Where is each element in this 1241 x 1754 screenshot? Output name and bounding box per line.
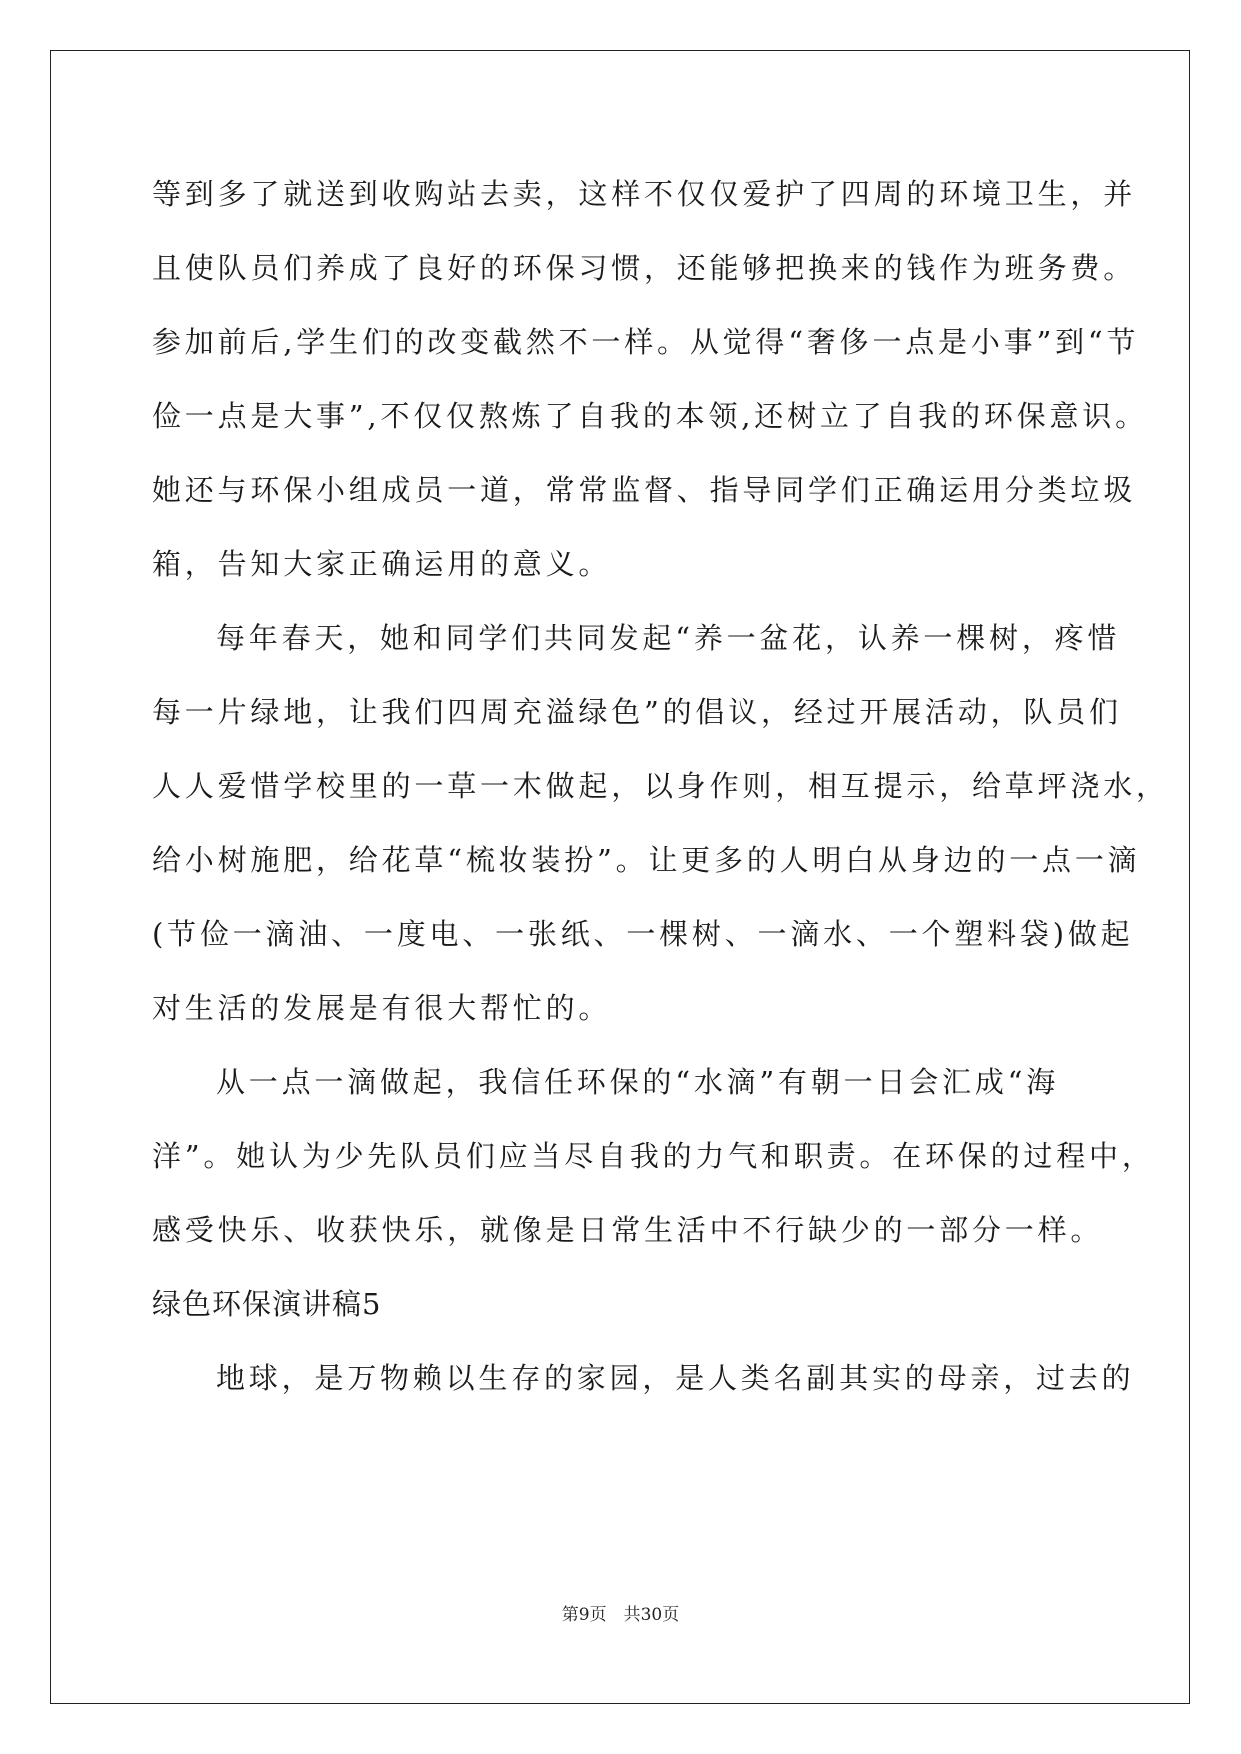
text-line: 每一片绿地，让我们四周充溢绿色”的倡议，经过开展活动，队员们	[152, 695, 1122, 729]
text-line: 洋”。她认为少先队员们应当尽自我的力气和职责。在环保的过程中，	[152, 1139, 1155, 1173]
paragraph-start-line: 地球，是万物赖以生存的家园，是人类名副其实的母亲，过去的	[216, 1361, 1135, 1395]
text-line: 等到多了就送到收购站去卖，这样不仅仅爱护了四周的环境卫生，并	[152, 177, 1137, 211]
text-line: 感受快乐、收获快乐，就像是日常生活中不行缺少的一部分一样。	[152, 1213, 1104, 1247]
text-line: (节俭一滴油、一度电、一张纸、一棵树、一滴水、一个塑料袋)做起	[152, 917, 1134, 951]
document-body	[152, 157, 1169, 1415]
text-line: 俭一点是大事”,不仅仅熬炼了自我的本领,还树立了自我的环保意识。	[152, 399, 1148, 433]
page-number: 第9页 共30页	[561, 1605, 680, 1625]
text-line: 对生活的发展是有很大帮忙的。	[152, 991, 612, 1025]
text-line: 人人爱惜学校里的一草一木做起，以身作则，相互提示，给草坪浇水，	[152, 769, 1169, 803]
text-line: 参加前后,学生们的改变截然不一样。从觉得“奢侈一点是小事”到“节	[152, 325, 1140, 359]
text-line: 且使队员们养成了良好的环保习惯，还能够把换来的钱作为班务费。	[152, 251, 1137, 285]
section-heading: 绿色环保演讲稿5	[152, 1287, 382, 1321]
text-line: 给小树施肥，给花草“梳妆装扮”。让更多的人明白从身边的一点一滴	[152, 843, 1141, 877]
text-line: 她还与环保小组成员一道，常常监督、指导同学们正确运用分类垃圾	[152, 473, 1137, 507]
paragraph-start-line: 从一点一滴做起，我信任环保的“水滴”有朝一日会汇成“海	[216, 1065, 1060, 1099]
text-line: 箱，告知大家正确运用的意义。	[152, 547, 612, 581]
paragraph-start-line: 每年春天，她和同学们共同发起“养一盆花，认养一棵树，疼惜	[216, 621, 1121, 655]
